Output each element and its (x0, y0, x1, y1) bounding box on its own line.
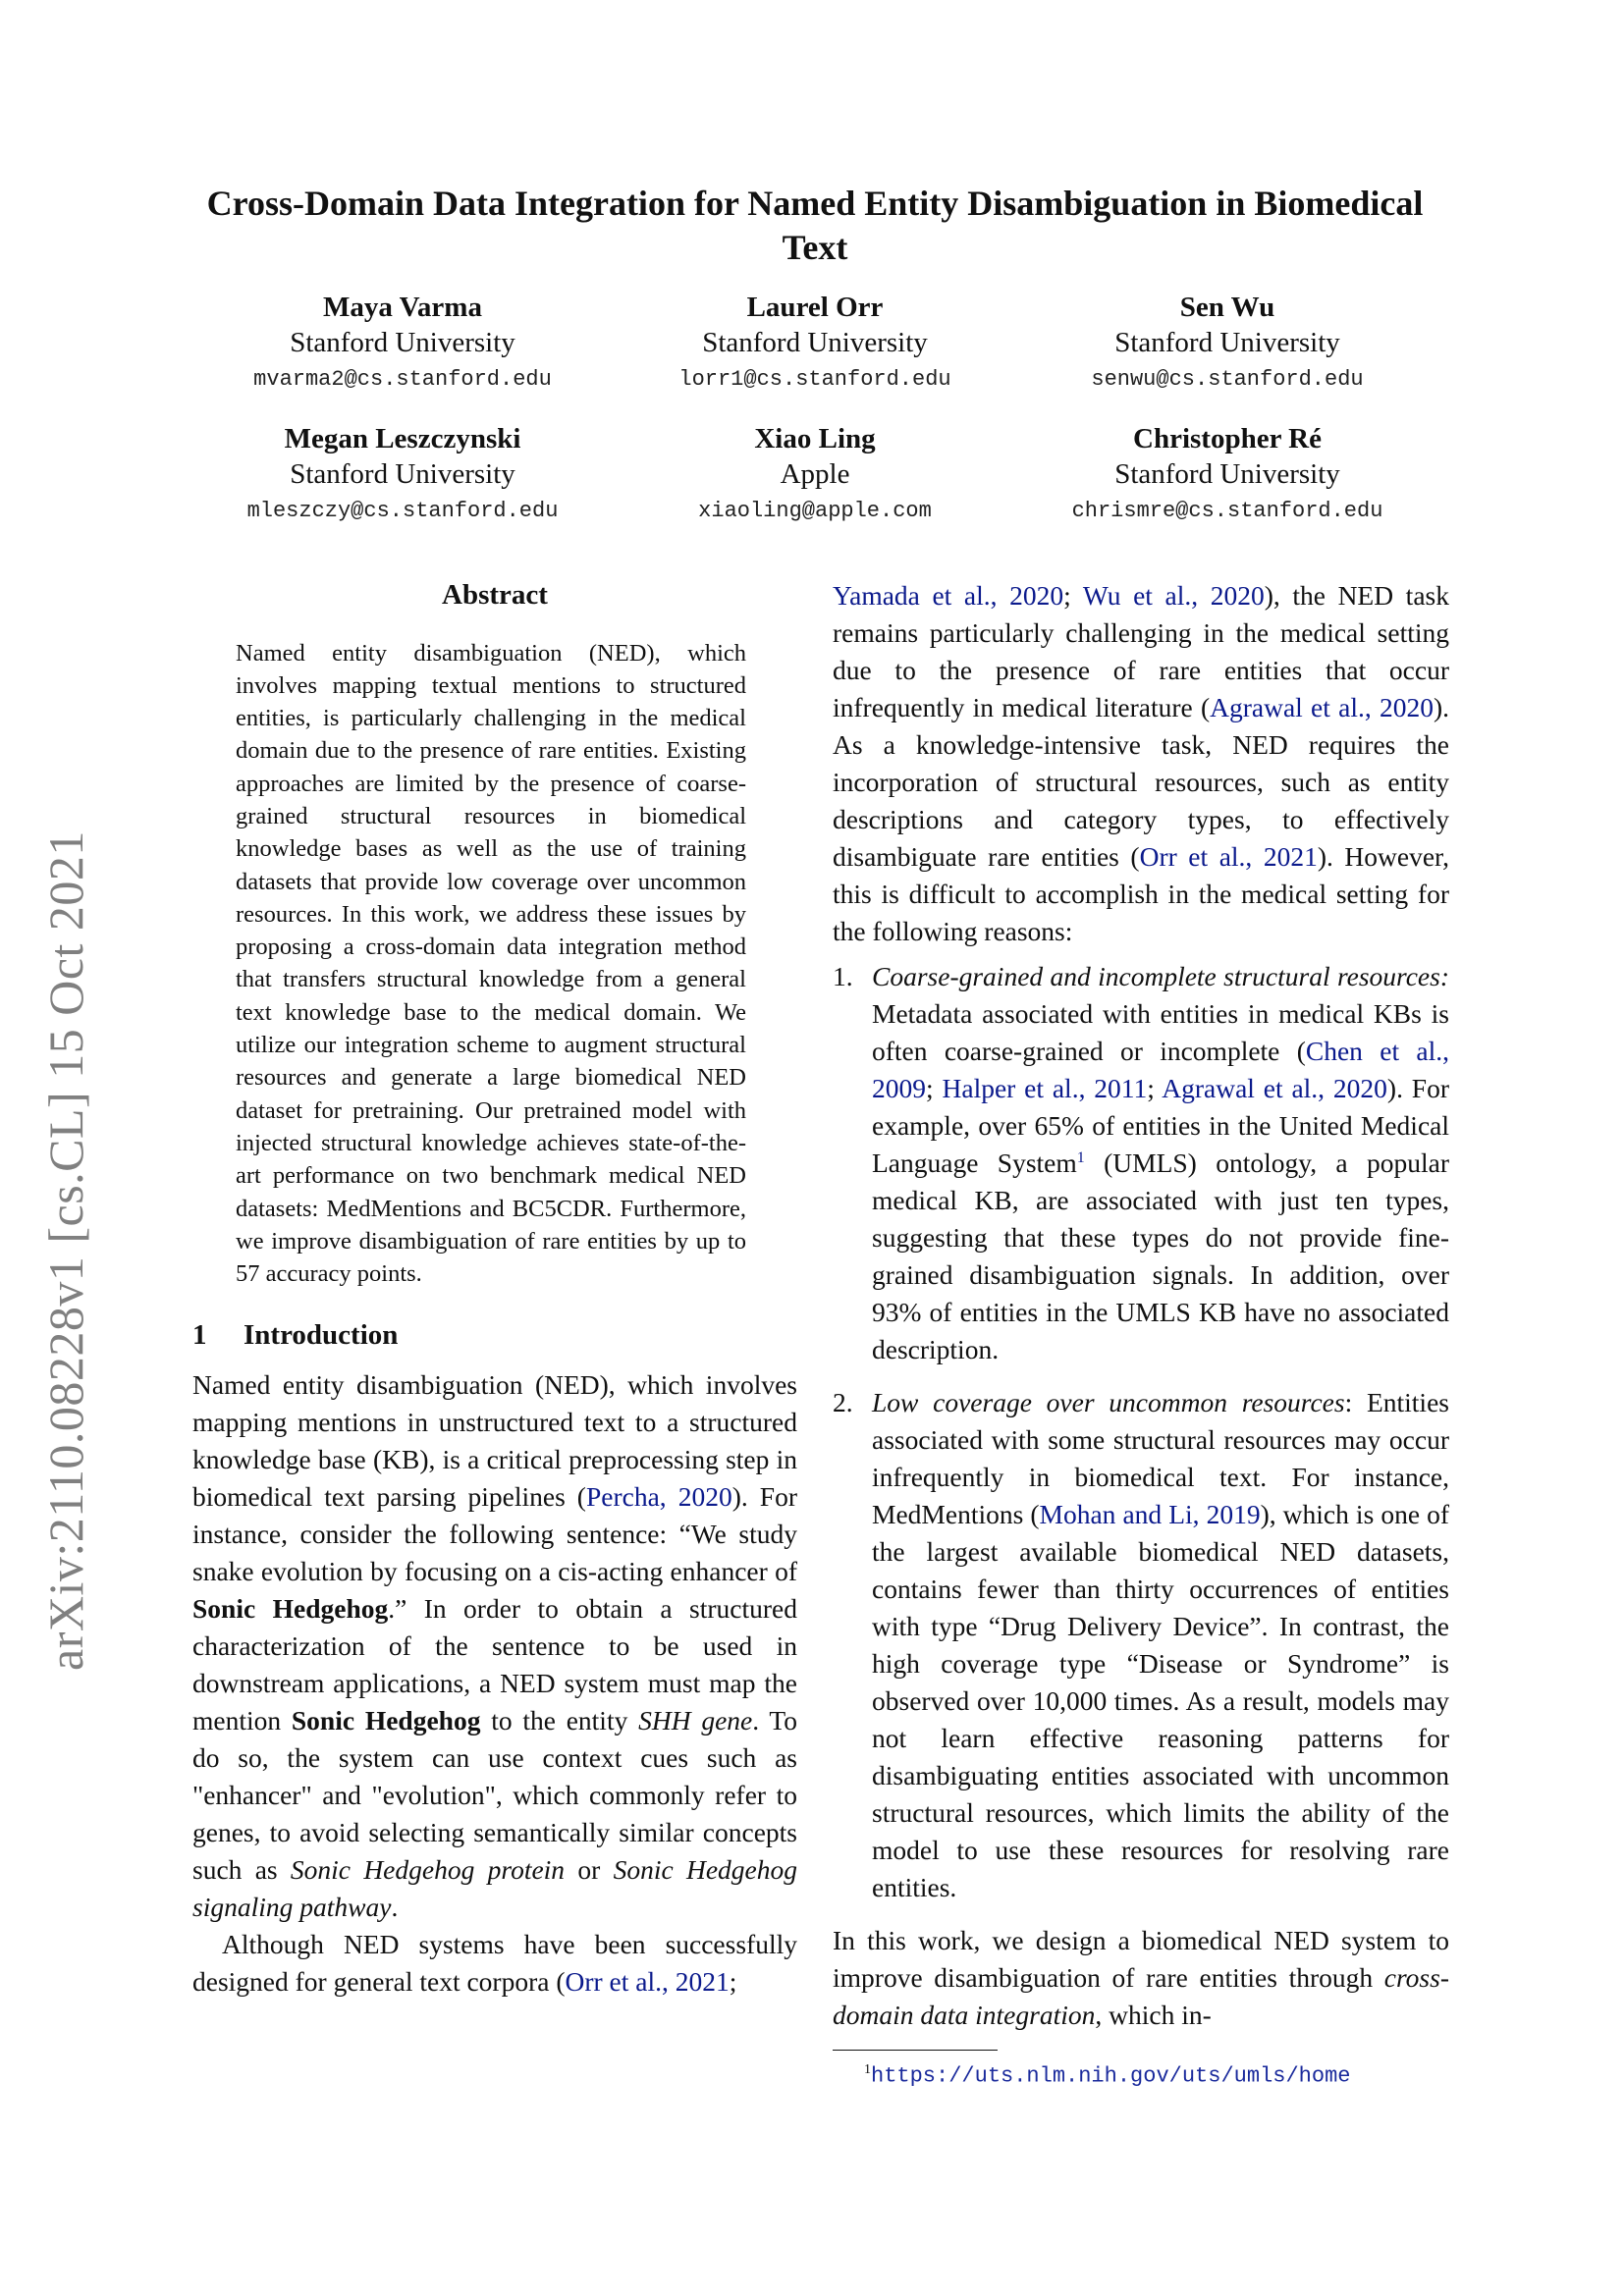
text-run: or (565, 1854, 614, 1886)
author-email: xiaoling@apple.com (698, 499, 932, 523)
author-affiliation: Stanford University (1114, 327, 1340, 358)
footnote (833, 2055, 1449, 2092)
author-row (196, 421, 1434, 530)
author-affiliation: Stanford University (702, 327, 928, 358)
author-name: Maya Varma (323, 292, 482, 323)
author-affiliation: Stanford University (1114, 458, 1340, 490)
author-email: lorr1@cs.stanford.edu (678, 367, 951, 392)
list-item-title: Coarse-grained and incomplete structural resources: (872, 961, 1449, 991)
text-run: ; (926, 1073, 943, 1103)
text-run: ). For example, over 65% of entities in the United Medical Language System (872, 1073, 1450, 1178)
author (1021, 290, 1434, 399)
author-name: Sen Wu (1179, 292, 1275, 323)
text-run: . To do so, the system can use context cues such as "enhancer" and "evolution", which commonly refer to genes, to avoid selecting semantically similar concepts such as (192, 1705, 797, 1886)
text-run: ; (1063, 580, 1083, 611)
abstract-heading: Abstract (442, 579, 548, 611)
text-run: Although NED systems have been successfully designed for general text corpora ( (192, 1929, 797, 1998)
footnote-url-link[interactable]: https://uts.nlm.nih.gov/uts/umls/home (871, 2063, 1351, 2089)
section-title: Introduction (244, 1319, 399, 1352)
citation-link[interactable]: Yamada et al., 2020 (833, 580, 1064, 611)
author-name: Christopher Ré (1133, 423, 1322, 454)
reasons-list (833, 958, 1449, 1906)
list-item (833, 958, 1449, 1368)
text-run: ). As a knowledge-intensive task, NED requires the incorporation of structural resources, such as entity descriptions and category types, to effectively disambiguate rare entities ( (833, 692, 1449, 872)
footnote-number: 1 (864, 2062, 871, 2077)
paper-title: Cross-Domain Data Integration for Named Entity Disambiguation in Biomedical Text (206, 184, 1424, 267)
author-email: mvarma2@cs.stanford.edu (253, 367, 552, 392)
citation-link[interactable]: Wu et al., 2020 (1082, 580, 1265, 611)
author-affiliation: Apple (780, 458, 850, 490)
text-run: ). For instance, consider the following sentence: “We study snake evolution by focusing on a cis-acting enhancer of (192, 1481, 797, 1587)
text-run: : Entities associated with some structural resources may occur infrequently in biomedical text. For instance, MedMentions ( (872, 1387, 1449, 1529)
author-block (196, 290, 1434, 553)
text-run: to the entity (480, 1705, 639, 1736)
list-number: 1. (833, 961, 853, 991)
citation-link[interactable]: Orr et al., 2021 (1139, 841, 1318, 872)
bold-mention: Sonic Hedgehog (192, 1593, 389, 1625)
author (609, 290, 1021, 399)
abstract-text: Named entity disambiguation (NED), which involves mapping textual mentions to structured entities, is particularly challenging in the medical domain due to the presence of rare entities. Existing approaches are limited by the presence of coarse-grained structural resources in biomedical knowledge bases as well as the use of training datasets that provide low coverage over uncommon resources. In this work, we address these issues by proposing a cross-domain data integration method that transfers structural knowledge from a general text knowledge base to the medical domain. We utilize our integration scheme to augment structural resources and generate a large biomedical NED dataset for pretraining. Our pretrained model with injected structural knowledge achieves state-of-the-art performance on two benchmark medical NED datasets: MedMentions and BC5CDR. Furthermore, we improve disambiguation of rare entities by up to 57 accuracy points. (236, 639, 746, 1288)
citation-link[interactable]: Mohan and Li, 2019 (1039, 1499, 1261, 1529)
footnote-marker[interactable]: 1 (1076, 1148, 1085, 1166)
text-run: ; (729, 1966, 737, 1998)
list-number: 2. (833, 1387, 853, 1417)
author (196, 421, 609, 530)
text-run: (UMLS) ontology, a popular medical KB, are associated with just ten types, suggesting that these types do not provide fine-grained disambiguation signals. In addition, over 93% of entities in the UMLS KB have no associated description. (872, 1148, 1449, 1364)
arxiv-stamp: arXiv:2110.08228v1 [cs.CL] 15 Oct 2021 (38, 830, 93, 1671)
citation-link[interactable]: Percha, 2020 (585, 1481, 732, 1513)
text-run: ), which is one of the largest available biomedical NED datasets, contains fewer than thirty occurrences of entities with type “Drug Delivery Device”. In contrast, the high coverage type “Disease or Syndrome” is observed over 10,000 times. As a result, models may not learn effective reasoning patterns for disambiguating entities associated with uncommon structural resources, which limits the ability of the model to use these resources for resolving rare entities. (872, 1499, 1449, 1902)
text-run: ). However, this is difficult to accomplish in the medical setting for the following reasons: (833, 841, 1449, 946)
author-name: Xiao Ling (754, 423, 876, 454)
section-number: 1 (192, 1319, 207, 1352)
bold-mention: Sonic Hedgehog (291, 1705, 481, 1736)
right-column (833, 577, 1449, 2092)
list-item (833, 1384, 1449, 1906)
author-name: Laurel Orr (746, 292, 884, 323)
list-item-title: Low coverage over uncommon resources (872, 1387, 1345, 1417)
citation-link[interactable]: Orr et al., 2021 (565, 1966, 730, 1998)
footnote-divider (833, 2050, 998, 2051)
left-column (192, 577, 797, 2001)
citation-link[interactable]: Halper et al., 2011 (942, 1073, 1148, 1103)
author-row (196, 290, 1434, 399)
author-affiliation: Stanford University (290, 458, 515, 490)
author (1021, 421, 1434, 530)
italic-entity: Sonic Hedgehog signaling pathway (192, 1854, 797, 1923)
author-email: chrismre@cs.stanford.edu (1071, 499, 1383, 523)
text-run: .” In order to obtain a structured characterization of the sentence to be used in downstream applications, a NED system must map the mention (192, 1593, 797, 1736)
citation-link[interactable]: Chen et al., 2009 (872, 1036, 1450, 1103)
author-name: Megan Leszczynski (284, 423, 521, 454)
section-heading-introduction (192, 1317, 797, 1353)
closing-paragraph (833, 1922, 1449, 2034)
intro-paragraph (192, 1366, 797, 1926)
intro-paragraph-continued (833, 577, 1449, 950)
text-run: , which in- (1095, 2000, 1212, 2030)
text-run: Named entity disambiguation (NED), which involves mapping mentions in unstructured text to a structured knowledge base (KB), is a critical preprocessing step in biomedical text parsing pipelines ( (192, 1369, 797, 1513)
intro-paragraph (192, 1926, 797, 2001)
text-run: ), the NED task remains particularly challenging in the medical setting due to the presence of rare entities that occur infrequently in medical literature ( (833, 580, 1449, 722)
text-run: . (391, 1892, 399, 1923)
italic-term: cross-domain data integration (833, 1962, 1449, 2030)
italic-entity: Sonic Hedgehog protein (290, 1854, 566, 1886)
citation-link[interactable]: Agrawal et al., 2020 (1162, 1073, 1387, 1103)
text-run: ; (1147, 1073, 1163, 1103)
author (609, 421, 1021, 530)
text-run: In this work, we design a biomedical NED system to improve disambiguation of rare entities through (833, 1925, 1449, 1993)
author-email: senwu@cs.stanford.edu (1091, 367, 1364, 392)
text-run: Metadata associated with entities in medical KBs is often coarse-grained or incomplete ( (872, 998, 1449, 1066)
citation-link[interactable]: Agrawal et al., 2020 (1210, 692, 1434, 722)
author-email: mleszczy@cs.stanford.edu (246, 499, 559, 523)
author-affiliation: Stanford University (290, 327, 515, 358)
author (196, 290, 609, 399)
italic-entity: SHH gene (638, 1705, 753, 1736)
